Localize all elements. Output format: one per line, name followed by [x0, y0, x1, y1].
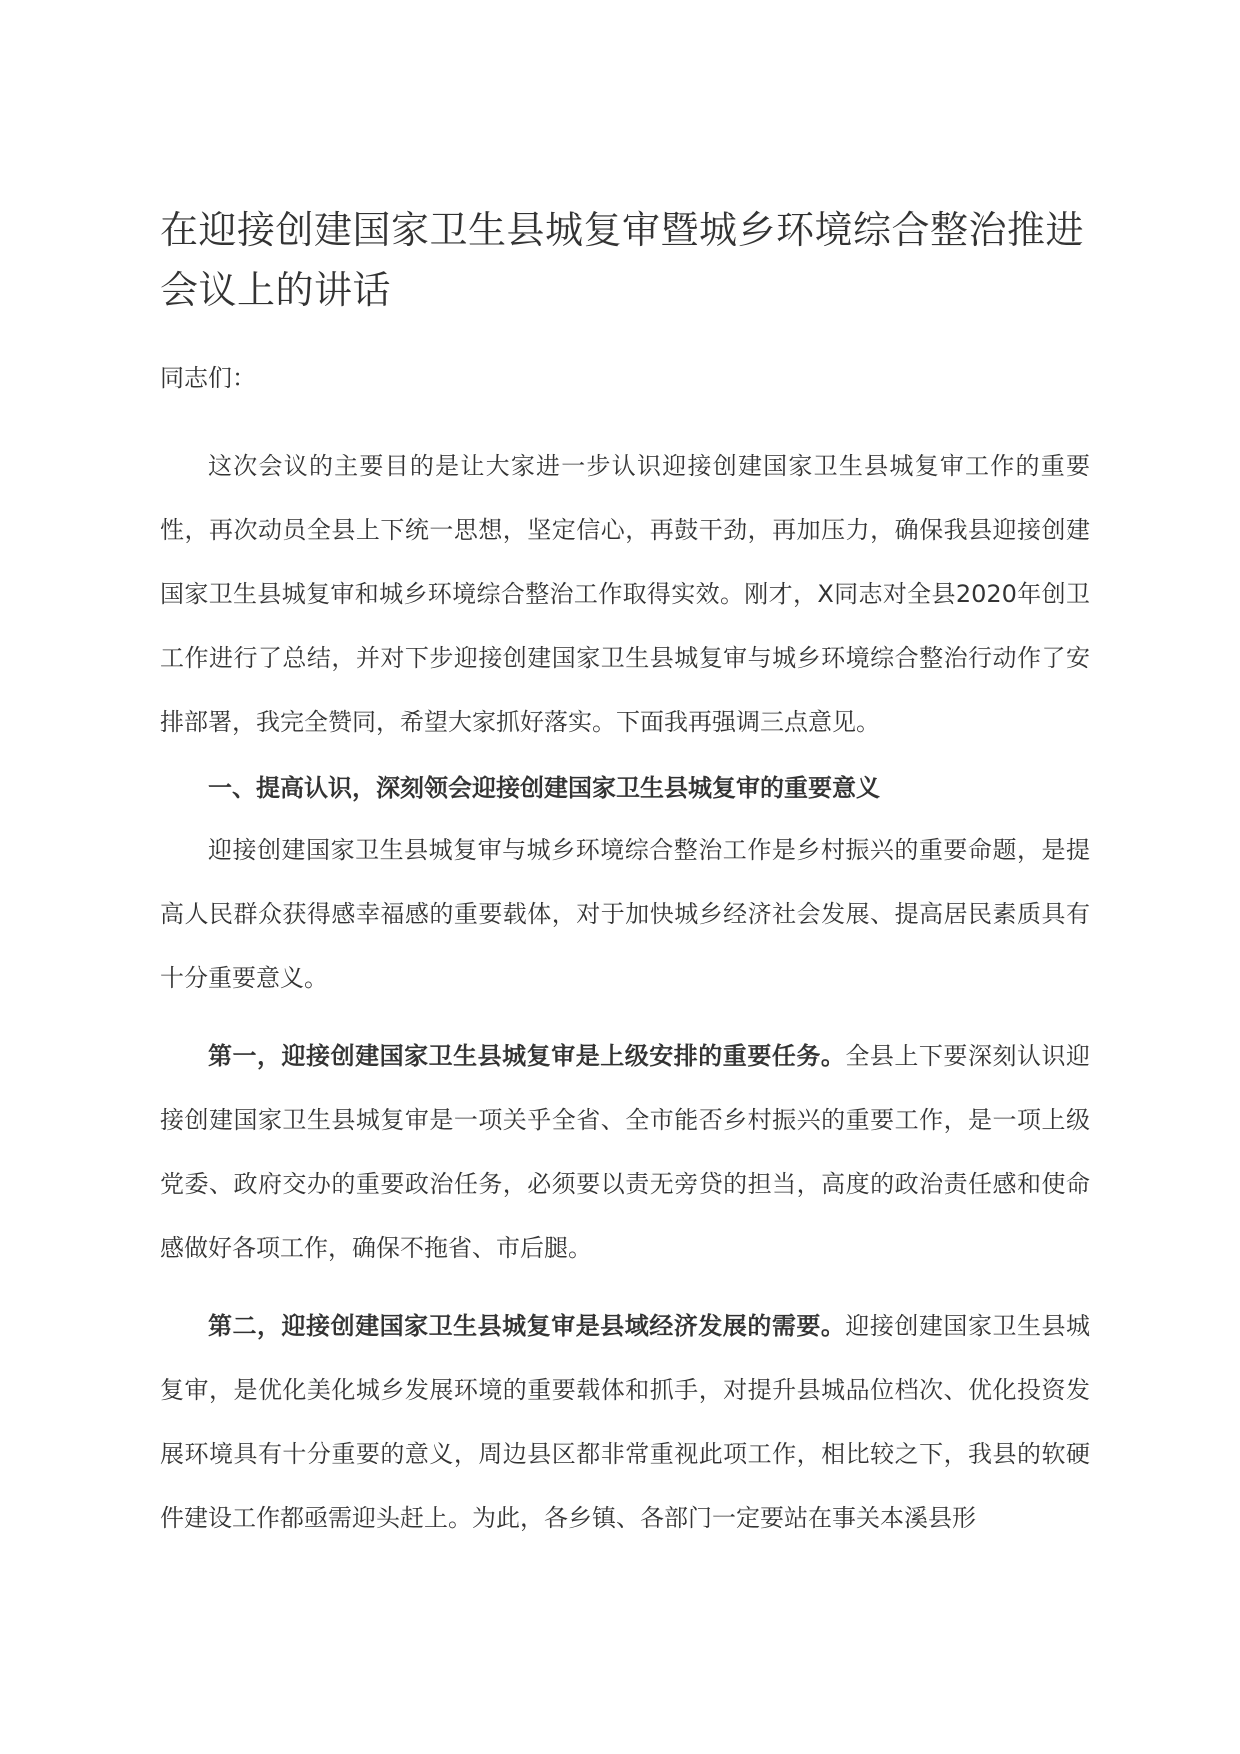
point-1-lead: 第一，迎接创建国家卫生县城复审是上级安排的重要任务。 — [208, 1042, 846, 1070]
point-2 — [160, 1294, 1090, 1550]
point-1 — [160, 1024, 1090, 1280]
intro-paragraph: 这次会议的主要目的是让大家进一步认识迎接创建国家卫生县城复审工作的重要性，再次动员全县上下统一思想，坚定信心，再鼓干劲，再加压力，确保我县迎接创建国家卫生县城复审和城乡环境综合整治工作取得实效。刚才，X同志对全县2020年创卫工作进行了总结，并对下步迎接创建国家卫生县城复审与城乡环境综合整治行动作了安排部署，我完全赞同，希望大家抓好落实。下面我再强调三点意见。 — [160, 452, 1090, 736]
section-1-paragraph: 迎接创建国家卫生县城复审与城乡环境综合整治工作是乡村振兴的重要命题，是提高人民群众获得感幸福感的重要载体，对于加快城乡经济社会发展、提高居民素质具有十分重要意义。 — [160, 836, 1090, 992]
point-1-paragraph — [160, 1024, 1090, 1280]
section-heading-1: 一、提高认识，深刻领会迎接创建国家卫生县城复审的重要意义 — [208, 774, 880, 802]
document-page — [160, 200, 1090, 1550]
point-2-body: 迎接创建国家卫生县城复审，是优化美化城乡发展环境的重要载体和抓手，对提升县城品位档次、优化投资发展环境具有十分重要的意义，周边县区都非常重视此项工作，相比较之下，我县的软硬件建设工作都亟需迎头赶上。为此，各乡镇、各部门一定要站在事关本溪县形 — [160, 1312, 1091, 1532]
point-2-lead: 第二，迎接创建国家卫生县城复审是县域经济发展的需要。 — [208, 1312, 846, 1340]
point-2-paragraph — [160, 1294, 1090, 1550]
point-1-body: 全县上下要深刻认识迎接创建国家卫生县城复审是一项关乎全省、全市能否乡村振兴的重要工作，是一项上级党委、政府交办的重要政治任务，必须要以责无旁贷的担当，高度的政治责任感和使命感做好各项工作，确保不拖省、市后腿。 — [160, 1042, 1091, 1262]
salutation: 同志们： — [160, 364, 256, 392]
document-title: 在迎接创建国家卫生县城复审暨城乡环境综合整治推进会议上的讲话 — [160, 208, 1085, 312]
